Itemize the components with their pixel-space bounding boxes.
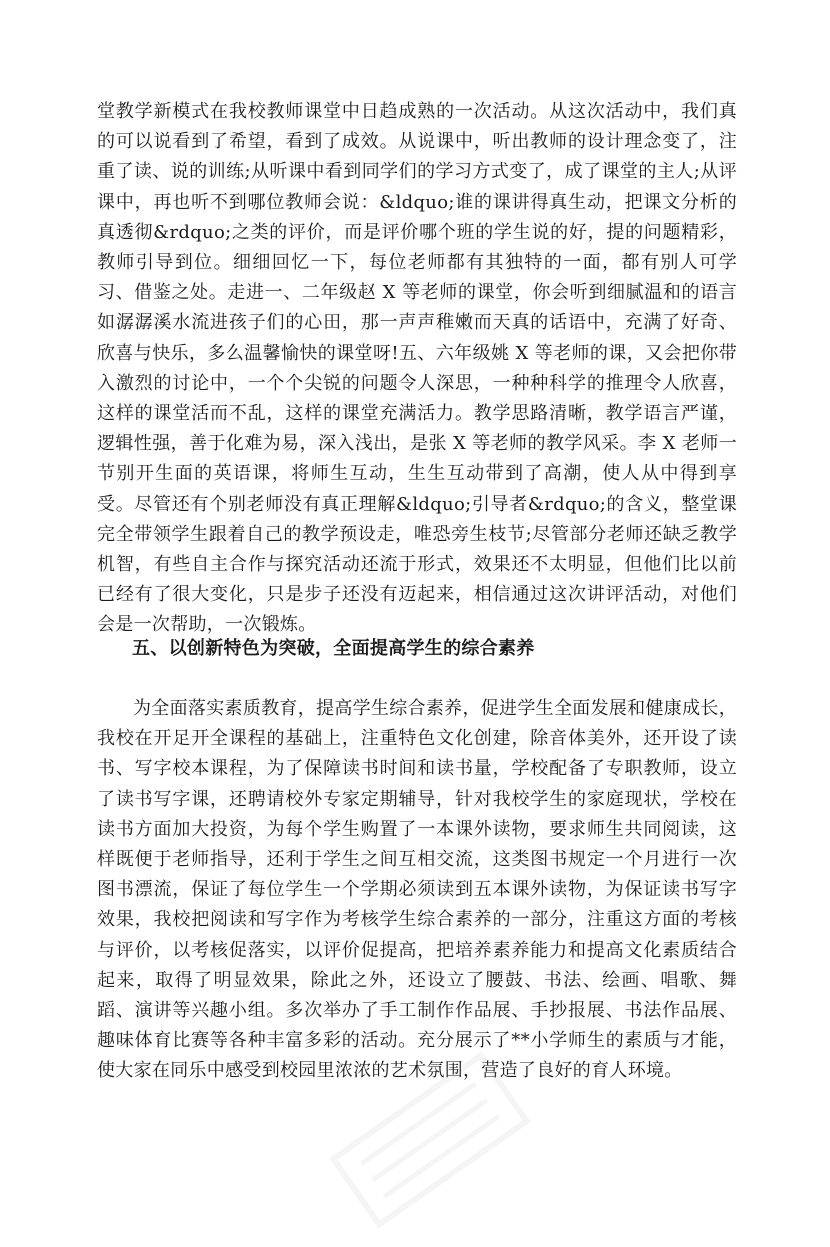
paragraph-evaluation-activity: 堂教学新模式在我校教师课堂中日趋成熟的一次活动。从这次活动中，我们真的可以说看到了希望，看到了成效。从说课中，听出教师的设计理念变了，注重了读、说的训练;从听课中看到同学们的学习方式变了，成了课堂的主人;从评课中，再也听不到哪位教师会说：&ldquo;谁的课讲得真生动，把课文分析的真透彻&rdquo;之类的评价，而是评价哪个班的学生说的好，提的问题精彩，教师引导到位。细细回忆一下，每位老师都有其独特的一面，都有别人可学习、借鉴之处。走进一、二年级赵 X 等老师的课堂，你会听到细腻温和的语言如潺潺溪水流进孩子们的心田，那一声声稚嫩而天真的话语中，充满了好奇、欣喜与快乐，多么温馨愉快的课堂呀!五、六年级姚 X 等老师的课，又会把你带入激烈的讨论中，一个个尖锐的问题令人深思，一种种科学的推理令人欣喜，这样的课堂活而不乱，这样的课堂充满活力。教学思路清晰，教学语言严谨，逻辑性强，善于化难为易，深入浅出，是张 X 等老师的教学风采。李 X 老师一节别开生面的英语课，将师生互动，生生互动带到了高潮，使人从中得到享受。尽管还有个别老师没有真正理解&ldquo;引导者&rdquo;的含义，整堂课完全带领学生跟着自己的教学预设走，唯恐旁生枝节;尽管部分老师还缺乏教学机智，有些自主合作与探究活动还流于形式，效果还不太明显，但他们比以前已经有了很大变化，只是步子还没有迈起来，相信通过这次讲评活动，对他们会是一次帮助，一次锻炼。 [97, 101, 737, 636]
section-heading-5: 五、以创新特色为突破，全面提高学生的综合素养 [132, 638, 535, 659]
paragraph-student-literacy: 为全面落实素质教育，提高学生综合素养，促进学生全面发展和健康成长，我校在开足开全课程的基础上，注重特色文化创建，除音体美外，还开设了读书、写字校本课程，为了保障读书时间和读书量，学校配备了专职教师，设立了读书写字课，还聘请校外专家定期辅导，针对我校学生的家庭现状，学校在读书方面加大投资，为每个学生购置了一本课外读物，要求师生共同阅读，这样既便于老师指导，还利于学生之间互相交流，这类图书规定一个月进行一次图书漂流，保证了每位学生一个学期必须读到五本课外读物，为保证读书写字效果，我校把阅读和写字作为考核学生综合素养的一部分，注重这方面的考核与评价，以考核促落实，以评价促提高，把培养素养能力和提高文化素质结合起来，取得了明显效果，除此之外，还设立了腰鼓、书法、绘画、唱歌、舞蹈、演讲等兴趣小组。多次举办了手工制作作品展、手抄报展、书法作品展、趣味体育比赛等各种丰富多彩的活动。充分展示了**小学师生的素质与才能，使大家在同乐中感受到校园里浓浓的艺术氛围，营造了良好的育人环境。 [97, 698, 737, 1082]
